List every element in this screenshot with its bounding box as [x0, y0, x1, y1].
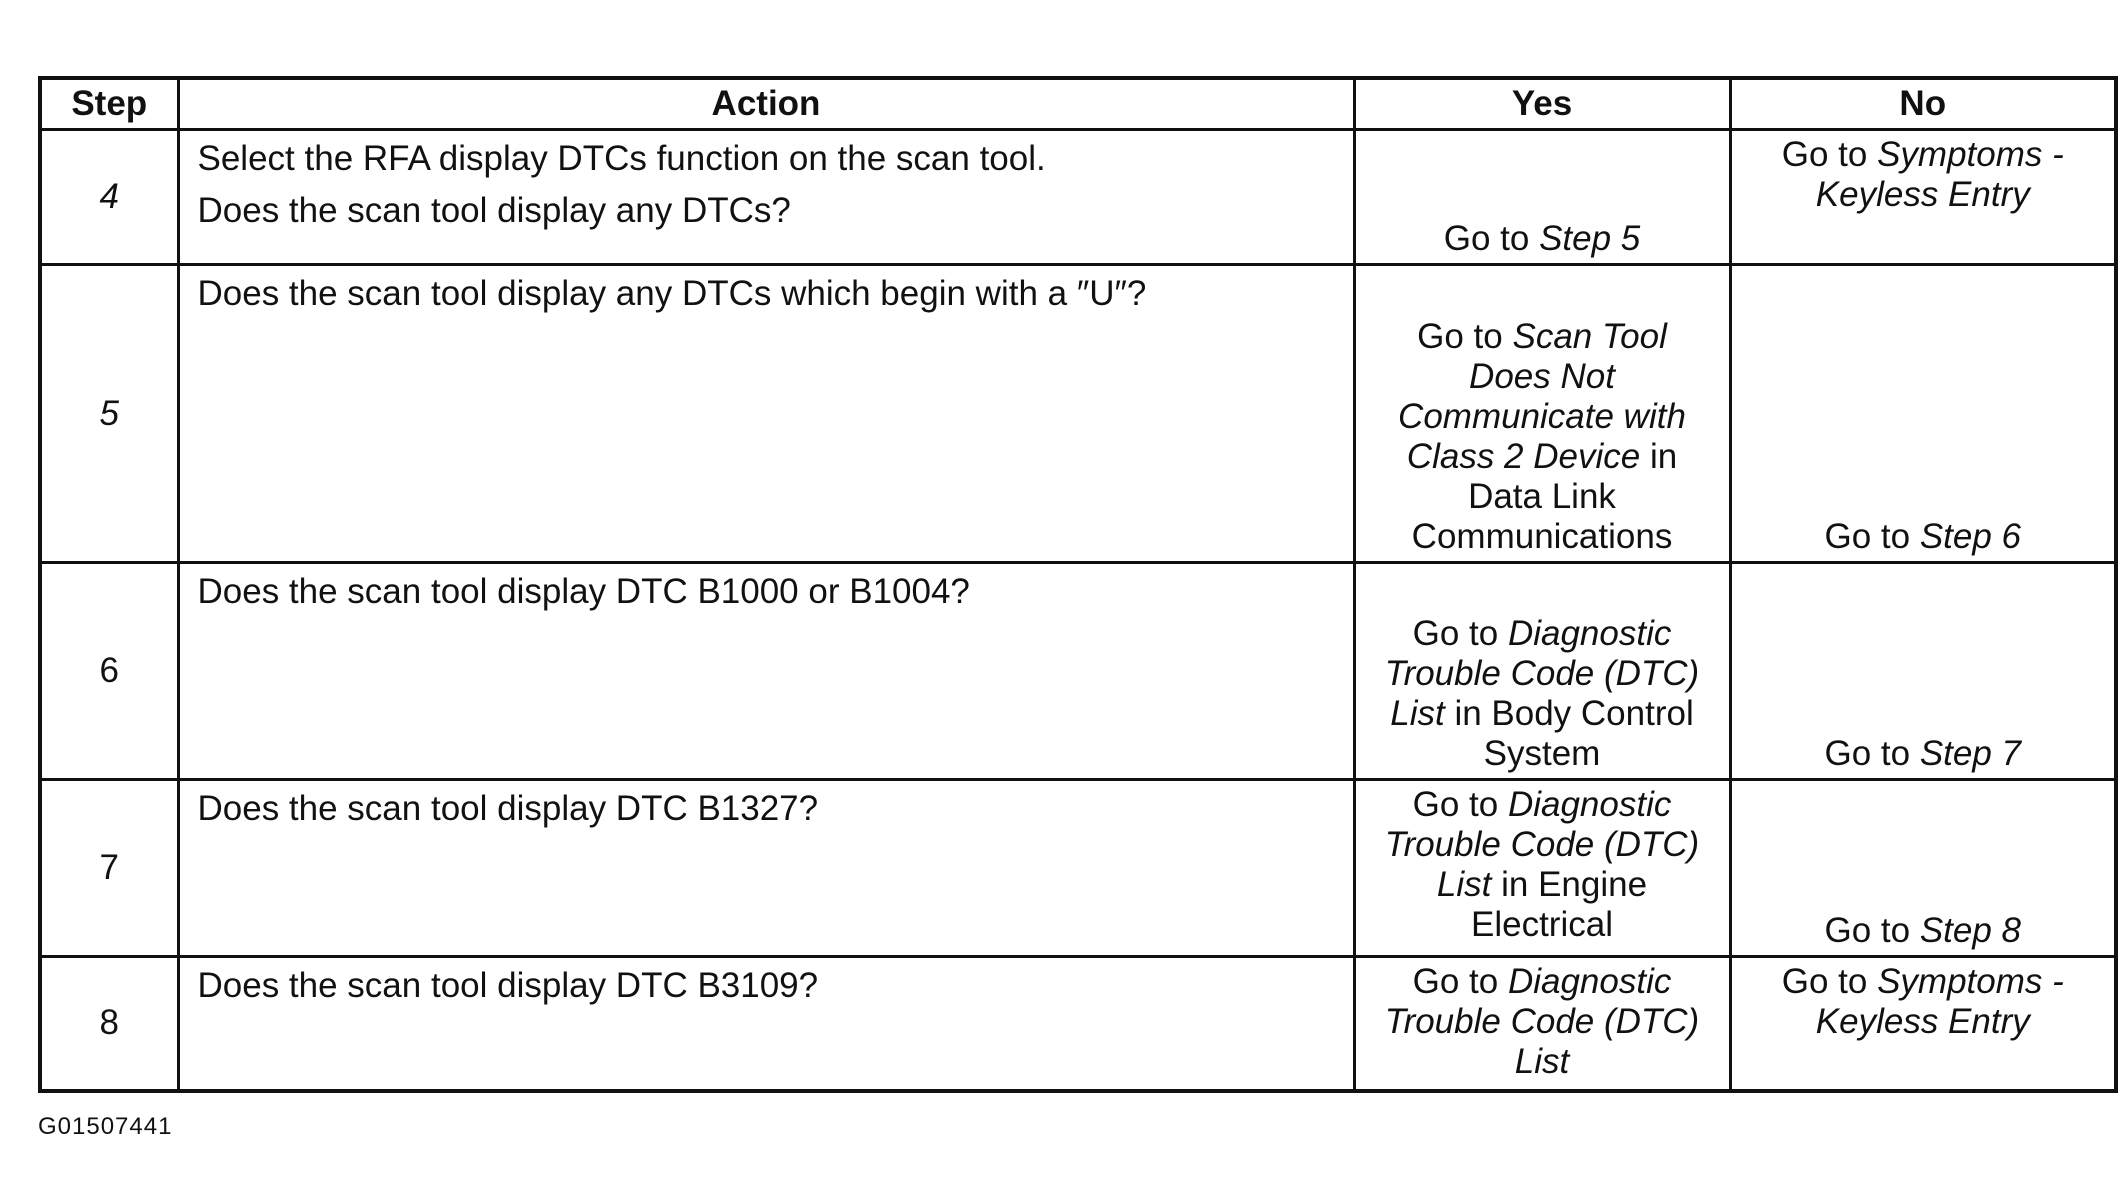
step-reference: Step 7 — [1919, 734, 2022, 773]
no-cell — [1730, 130, 2116, 265]
outcome-prefix: Go to — [1417, 317, 1513, 356]
step-number-cell — [40, 957, 178, 1091]
step-number: 8 — [99, 1003, 119, 1043]
step-number-cell — [40, 265, 178, 563]
yes-cell — [1354, 265, 1730, 563]
no-cell — [1730, 265, 2116, 563]
yes-cell — [1354, 130, 1730, 265]
step-number: 5 — [99, 393, 119, 433]
table-row — [40, 265, 2116, 563]
action-text: Does the scan tool display any DTCs? — [197, 191, 791, 230]
no-outcome — [1738, 135, 2109, 215]
action-cell — [178, 957, 1354, 1091]
action-text: Does the scan tool display DTC B1000 or B1004? — [197, 572, 970, 611]
outcome-prefix: Go to — [1412, 614, 1508, 653]
step-number-cell — [40, 563, 178, 780]
procedure-reference: Symptoms - Keyless Entry — [1815, 962, 2064, 1041]
action-cell — [178, 130, 1354, 265]
outcome-prefix: Go to — [1412, 785, 1508, 824]
yes-cell — [1354, 563, 1730, 780]
diagnostic-table — [38, 76, 2118, 1093]
outcome-prefix: Go to — [1781, 962, 1878, 1001]
procedure-reference: Diagnostic Trouble Code (DTC) List — [1384, 785, 1700, 904]
outcome-suffix: in Engine Electrical — [1471, 865, 1648, 944]
outcome-prefix: Go to — [1443, 219, 1540, 258]
yes-cell — [1354, 780, 1730, 957]
yes-outcome — [1362, 614, 1723, 774]
no-cell — [1730, 780, 2116, 957]
action-text: Does the scan tool display DTC B3109? — [197, 966, 819, 1005]
header-yes: Yes — [1354, 78, 1730, 130]
outcome-suffix: in Data Link Communications — [1411, 437, 1678, 556]
outcome-prefix: Go to — [1824, 517, 1920, 556]
table-row — [40, 780, 2116, 957]
step-number: 6 — [99, 651, 119, 690]
figure-id: G01507441 — [38, 1113, 173, 1140]
action-cell — [178, 780, 1354, 957]
header-row — [40, 78, 2116, 130]
yes-outcome — [1362, 317, 1723, 557]
action-text: Select the RFA display DTCs function on the scan tool. — [197, 139, 1046, 178]
outcome-prefix: Go to — [1781, 135, 1878, 174]
table-row — [40, 563, 2116, 780]
step-reference: Step 8 — [1919, 911, 2022, 950]
header-step: Step — [40, 78, 178, 130]
header-action: Action — [178, 78, 1354, 130]
step-reference: Step 6 — [1919, 517, 2022, 556]
no-outcome — [1738, 734, 2109, 774]
outcome-prefix: Go to — [1824, 734, 1920, 773]
no-outcome — [1738, 962, 2109, 1042]
yes-outcome — [1362, 219, 1723, 259]
procedure-reference: Diagnostic Trouble Code (DTC) List — [1384, 962, 1700, 1081]
action-text: Does the scan tool display any DTCs which begin with a ″U″? — [197, 274, 1147, 313]
outcome-prefix: Go to — [1824, 911, 1920, 950]
table-row — [40, 957, 2116, 1091]
action-cell — [178, 265, 1354, 563]
action-cell — [178, 563, 1354, 780]
yes-outcome — [1362, 962, 1723, 1082]
step-number-cell — [40, 780, 178, 957]
outcome-prefix: Go to — [1412, 962, 1508, 1001]
step-reference: Step 5 — [1539, 219, 1641, 258]
procedure-reference: Scan Tool Does Not Communicate with Class 2 Device — [1398, 317, 1686, 476]
step-number-cell — [40, 130, 178, 265]
step-number: 4 — [99, 177, 119, 216]
procedure-reference: Diagnostic Trouble Code (DTC) List — [1384, 614, 1700, 733]
procedure-reference: Symptoms - Keyless Entry — [1815, 135, 2064, 214]
no-cell — [1730, 563, 2116, 780]
no-cell — [1730, 957, 2116, 1091]
table-row — [40, 130, 2116, 265]
yes-outcome — [1362, 785, 1723, 945]
no-outcome — [1738, 911, 2109, 951]
header-no: No — [1730, 78, 2116, 130]
action-text: Does the scan tool display DTC B1327? — [197, 789, 819, 828]
yes-cell — [1354, 957, 1730, 1091]
step-number: 7 — [99, 848, 119, 887]
outcome-suffix: in Body Control System — [1444, 694, 1694, 773]
no-outcome — [1738, 517, 2109, 557]
